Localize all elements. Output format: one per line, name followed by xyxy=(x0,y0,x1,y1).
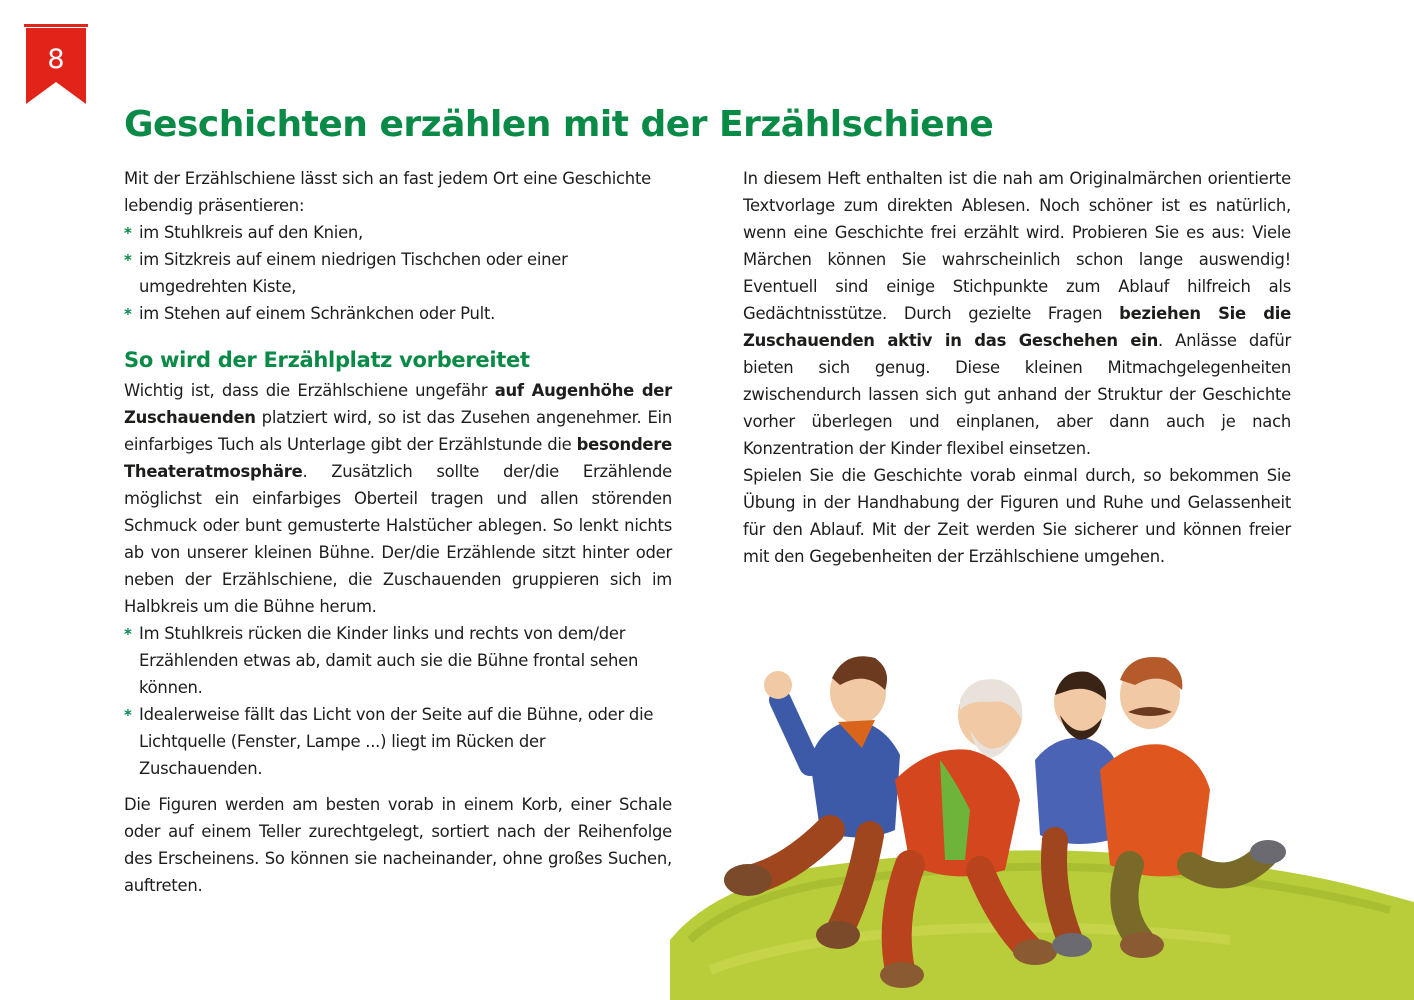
list-item: * im Stuhlkreis auf den Knien, xyxy=(124,219,672,246)
text-template-paragraph: In diesem Heft enthalten ist die nah am Originalmärchen orientierte Textvorlage zum direkten Ablesen. Noch schöner ist es natürlich, wenn eine Geschichte frei erzählt wird. Probieren Sie es aus: Viele Märchen können Sie wahrscheinlich schon lange auswendig! Eventuell sind einige Stichpunkte zum Ablauf hilfreich als Gedächtnisstütze. Durch gezielte Fragen beziehen Sie die Zuschauenden aktiv in das Geschehen ein. Anlässe dafür bieten sich genug. Diese kleinen Mitmachgelegenheiten zwischendurch lassen sich gut anhand der Struktur der Geschichte vorher überlegen und einplanen, aber dann auch je nach Konzentration der Kinder flexibel einsetzen. xyxy=(743,169,1291,458)
section-heading: So wird der Erzählplatz vorbereitet xyxy=(124,348,530,372)
seating-list xyxy=(124,620,672,782)
list-item: * Im Stuhlkreis rücken die Kinder links und rechts von dem/der Erzählenden etwas ab, damit auch sie die Bühne frontal sehen können. xyxy=(124,620,672,701)
asterisk-icon: * xyxy=(124,706,132,724)
list-item: * im Sitzkreis auf einem niedrigen Tischchen oder einer umgedrehten Kiste, xyxy=(124,246,672,300)
intro-paragraph: Mit der Erzählschiene lässt sich an fast jedem Ort eine Geschichte lebendig präsentieren: xyxy=(124,169,651,215)
list-item: * Idealerweise fällt das Licht von der Seite auf die Bühne, oder die Lichtquelle (Fenster, Lampe ...) liegt im Rücken der Zuschauenden. xyxy=(124,701,672,782)
location-list xyxy=(124,219,672,327)
practice-paragraph: Spielen Sie die Geschichte vorab einmal durch, so bekommen Sie Übung in der Handhabung der Figuren und Ruhe und Gelassenheit für den Ablauf. Mit der Zeit werden Sie sicherer und können freier mit den Gegebenheiten der Erzählschiene umgehen. xyxy=(743,466,1291,566)
asterisk-icon: * xyxy=(124,251,132,269)
page-title: Geschichten erzählen mit der Erzählschiene xyxy=(124,104,994,145)
right-column xyxy=(743,165,1291,570)
left-column xyxy=(124,165,672,899)
figures-paragraph: Die Figuren werden am besten vorab in einem Korb, einer Schale oder auf einem Teller zurechtgelegt, sortiert nach der Reihenfolge des Erscheinens. So können sie nacheinander, ohne großes Suchen, auftreten. xyxy=(124,795,672,895)
asterisk-icon: * xyxy=(124,305,132,323)
asterisk-icon: * xyxy=(124,224,132,242)
list-item: * im Stehen auf einem Schränkchen oder Pult. xyxy=(124,300,672,327)
asterisk-icon: * xyxy=(124,625,132,643)
preparation-paragraph: Wichtig ist, dass die Erzählschiene ungefähr auf Augenhöhe der Zuschauenden platziert wird, so ist das Zusehen angenehmer. Ein einfarbiges Tuch als Unterlage gibt der Erzählstunde die besondere Theateratmosphäre. Zusätzlich sollte der/die Erzählende möglichst ein einfarbiges Oberteil tragen und allen störenden Schmuck oder bunt gemusterte Halstücher ablegen. So lenkt nichts ab von unserer kleinen Bühne. Der/die Erzählende sitzt hinter oder neben der Erzählschiene, die Zuschauenden gruppieren sich im Halbkreis um die Bühne herum. xyxy=(124,381,672,616)
dancing-dwarfs-illustration xyxy=(670,640,1414,1000)
page-number: 8 xyxy=(47,44,65,75)
